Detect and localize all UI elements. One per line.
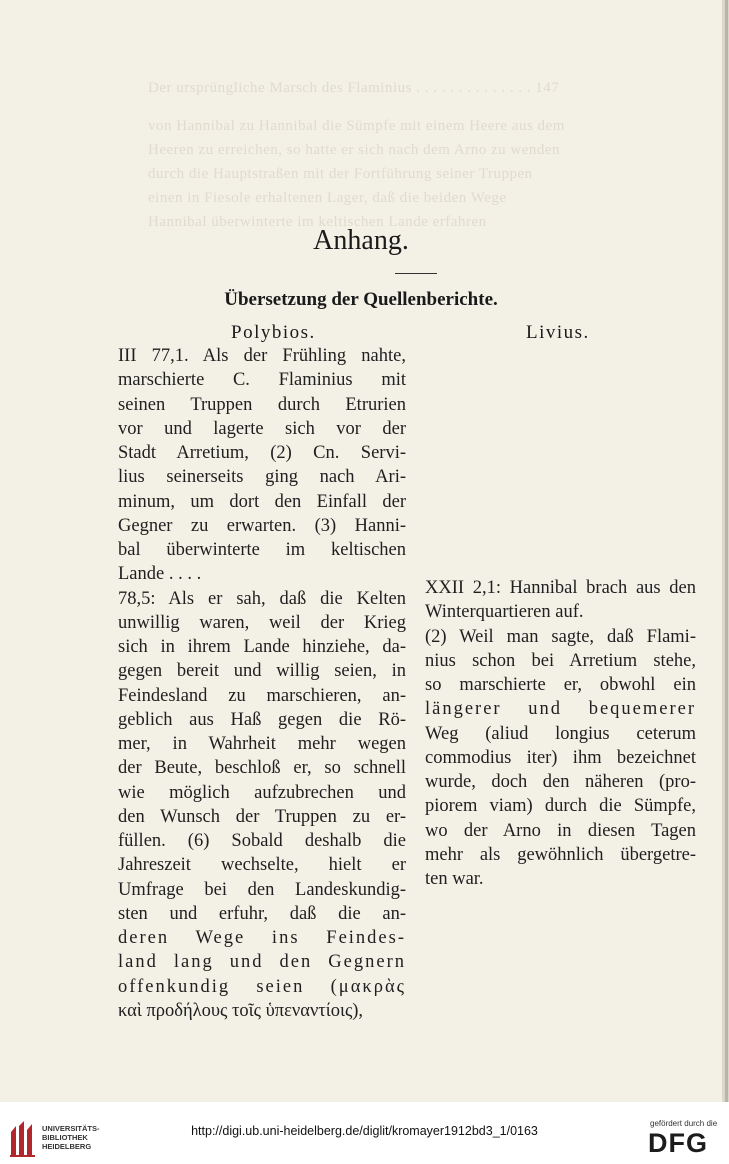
text-line: so marschierte er, obwohl ein [425, 675, 696, 695]
section-subtitle: Übersetzung der Quellenberichte. [224, 289, 498, 310]
text-line: längerer und bequemerer [425, 699, 696, 720]
text-line: mehr als gewöhnlich übergetre- [425, 844, 696, 865]
bleed-through-text: einen in Fiesole erhaltenen Lager, daß die beiden Wege [148, 190, 507, 206]
column-heading-polybios: Polybios. [231, 322, 316, 343]
text-line: bal überwinterte im keltischen [118, 540, 406, 560]
text-line: wurde, doch den näheren (pro- [425, 772, 696, 792]
text-line: Gegner zu erwarten. (3) Hanni- [118, 515, 406, 536]
text-line: Jahreszeit wechselte, hielt er [118, 855, 406, 876]
text-line: Feindesland zu marschieren, an- [118, 685, 406, 706]
bleed-through-text: Der ursprüngliche Marsch des Flaminius . . . . . . . . . . . . . . 147 [148, 80, 560, 96]
column-heading-livius: Livius. [526, 322, 590, 343]
text-line: Stadt Arretium, (2) Cn. Servi- [118, 443, 406, 463]
text-line: XXII 2,1: Hannibal brach aus den [425, 578, 696, 598]
library-line: BIBLIOTHEK [42, 1133, 88, 1142]
text-line: land lang und den Gegnern [118, 952, 406, 973]
text-line: Winterquartieren auf. [425, 602, 584, 623]
text-line: mer, in Wahrheit mehr wegen [118, 734, 406, 754]
text-line: wo der Arno in diesen Tagen [425, 820, 696, 841]
library-line: HEIDELBERG [42, 1142, 92, 1151]
bleed-through-text: durch die Hauptstraßen mit der Fortführung seiner Truppen [148, 166, 533, 182]
text-line: geblich aus Haß gegen die Rö- [118, 709, 406, 730]
text-line: sten und erfuhr, daß die an- [118, 903, 406, 924]
page-edge-shadow [725, 0, 728, 1102]
text-line: wie möglich aufzubrechen und [118, 782, 406, 803]
text-line: gegen bereit und willig seien, in [118, 661, 406, 682]
text-line: καὶ προδήλους τοῖς ὑπεναντίοις), [118, 1000, 364, 1021]
library-line: UNIVERSITÄTS- [42, 1124, 100, 1133]
text-line: marschierte C. Flaminius mit [118, 370, 406, 391]
text-line: Lande . . . . [118, 564, 202, 585]
text-line: ten war. [425, 869, 484, 889]
polybios-column [118, 344, 406, 1023]
text-line: 78,5: Als er sah, daß die Kelten [118, 588, 406, 609]
text-line: sich in ihrem Lande hinziehe, da- [118, 637, 406, 657]
text-line: offenkundig seien (μακρὰς [118, 976, 406, 997]
page-title: Anhang. [313, 225, 409, 256]
text-line: nius schon bei Arretium stehe, [425, 650, 696, 671]
text-line: der Beute, beschloß er, so schnell [118, 758, 406, 779]
text-line: III 77,1. Als der Frühling nahte, [118, 346, 406, 366]
text-line: den Wunsch der Truppen zu er- [118, 806, 406, 827]
text-line: seinen Truppen durch Etrurien [118, 394, 406, 415]
source-url-link[interactable]: http://digi.ub.uni-heidelberg.de/diglit/kromayer1912bd3_1/0163 [191, 1124, 538, 1138]
funder-caption: gefördert durch die [650, 1119, 718, 1128]
bleed-through-text: Hannibal überwinterte im keltischen Lande erfahren [148, 214, 487, 230]
text-line: piorem viam) durch die Sümpfe, [425, 796, 696, 817]
text-line: vor und lagerte sich vor der [118, 418, 406, 439]
text-line: unwillig waren, weil der Krieg [118, 612, 406, 633]
bleed-through-text: Heeren zu erreichen, so hatte er sich nach dem Arno zu wenden [148, 142, 560, 158]
text-line: deren Wege ins Feindes- [118, 928, 406, 948]
livius-column [425, 576, 696, 891]
text-line: commodius iter) ihm bezeichnet [425, 747, 696, 768]
text-line: lius seinerseits ging nach Ari- [118, 467, 406, 488]
bleed-through-text: von Hannibal zu Hannibal die Sümpfe mit einem Heere aus dem [148, 118, 565, 134]
dfg-logo: DFG [648, 1128, 708, 1158]
text-line: Umfrage bei den Landeskundig- [118, 879, 406, 900]
title-rule [395, 273, 437, 274]
text-line: minum, um dort den Einfall der [118, 491, 406, 512]
text-line: füllen. (6) Sobald deshalb die [118, 831, 406, 851]
text-line: Weg (aliud longius ceterum [425, 723, 696, 744]
text-line: (2) Weil man sagte, daß Flami- [425, 626, 696, 647]
